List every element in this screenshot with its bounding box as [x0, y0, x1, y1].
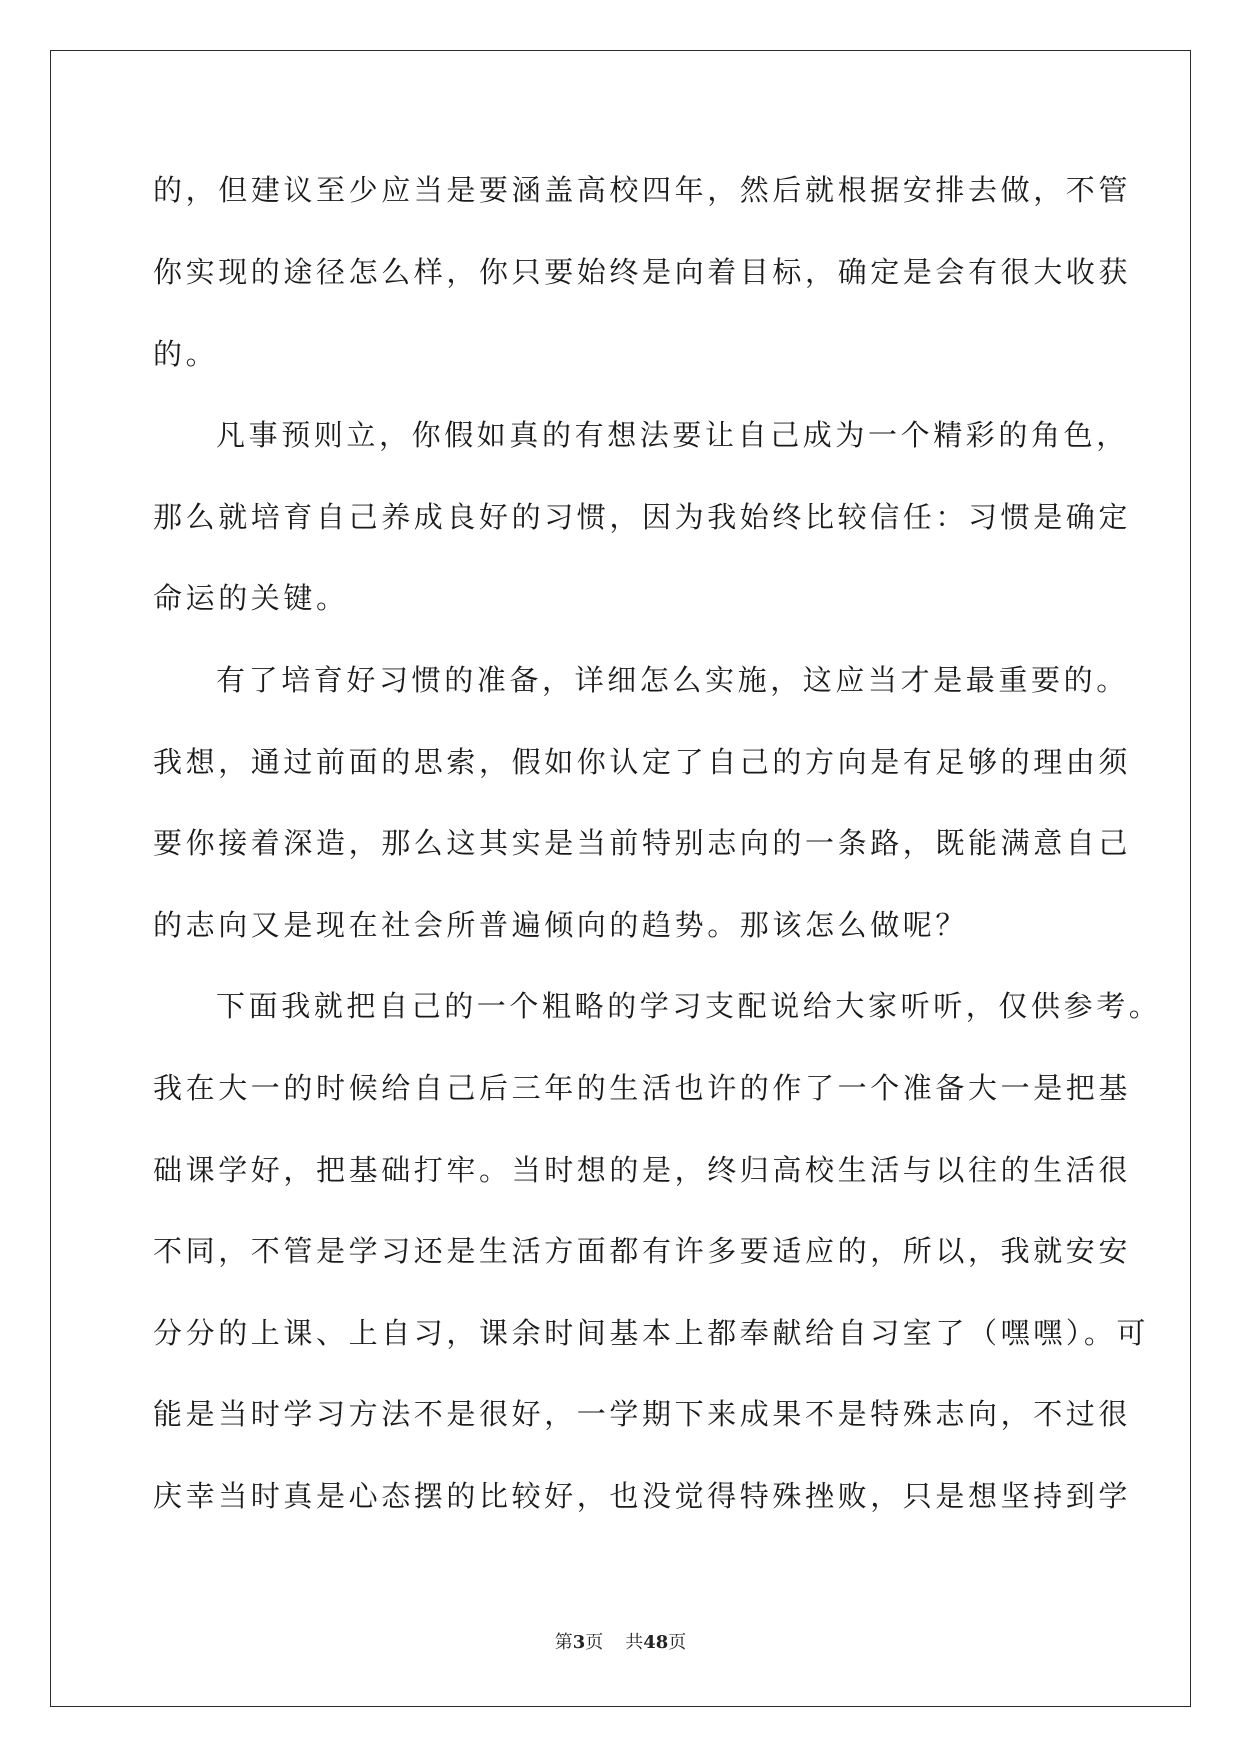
text-line: 要你接着深造，那么这其实是当前特别志向的一条路，既能满意自己 [153, 826, 1132, 860]
text-line: 的。 [153, 337, 219, 371]
paragraph-start-line: 凡事预则立，你假如真的有想法要让自己成为一个精彩的角色， [216, 418, 1129, 452]
page-number: 3 [572, 1632, 586, 1653]
text-line: 你实现的途径怎么样，你只要始终是向着目标，确定是会有很大收获 [153, 255, 1132, 289]
total-pages: 48 [643, 1632, 669, 1653]
text-line: 我在大一的时候给自己后三年的生活也许的作了一个准备大一是把基 [153, 1071, 1132, 1105]
page-suffix: 页 [585, 1632, 604, 1653]
text-line: 的，但建议至少应当是要涵盖高校四年，然后就根据安排去做，不管 [153, 173, 1132, 207]
text-line: 分分的上课、上自习，课余时间基本上都奉献给自习室了（嘿嘿）。可 [153, 1316, 1150, 1350]
text-line: 础课学好，把基础打牢。当时想的是，终归高校生活与以往的生活很 [153, 1153, 1132, 1187]
total-prefix: 共 [625, 1632, 644, 1653]
total-suffix: 页 [668, 1632, 687, 1653]
text-line: 庆幸当时真是心态摆的比较好，也没觉得特殊挫败，只是想坚持到学 [153, 1479, 1132, 1513]
paragraph-start-line: 有了培育好习惯的准备，详细怎么实施，这应当才是最重要的。 [216, 663, 1129, 697]
page-footer [0, 1628, 1241, 1654]
text-line: 命运的关键。 [153, 581, 349, 615]
text-line: 我想，通过前面的思索，假如你认定了自己的方向是有足够的理由须 [153, 745, 1132, 779]
text-line: 那么就培育自己养成良好的习惯，因为我始终比较信任：习惯是确定 [153, 500, 1132, 534]
paragraph-start-line: 下面我就把自己的一个粗略的学习支配说给大家听听，仅供参考。 [216, 989, 1162, 1023]
text-line: 不同，不管是学习还是生活方面都有许多要适应的，所以，我就安安 [153, 1234, 1132, 1268]
text-line: 能是当时学习方法不是很好，一学期下来成果不是特殊志向，不过很 [153, 1397, 1132, 1431]
page-prefix: 第 [554, 1632, 573, 1653]
text-line: 的志向又是现在社会所普遍倾向的趋势。那该怎么做呢？ [153, 908, 969, 942]
